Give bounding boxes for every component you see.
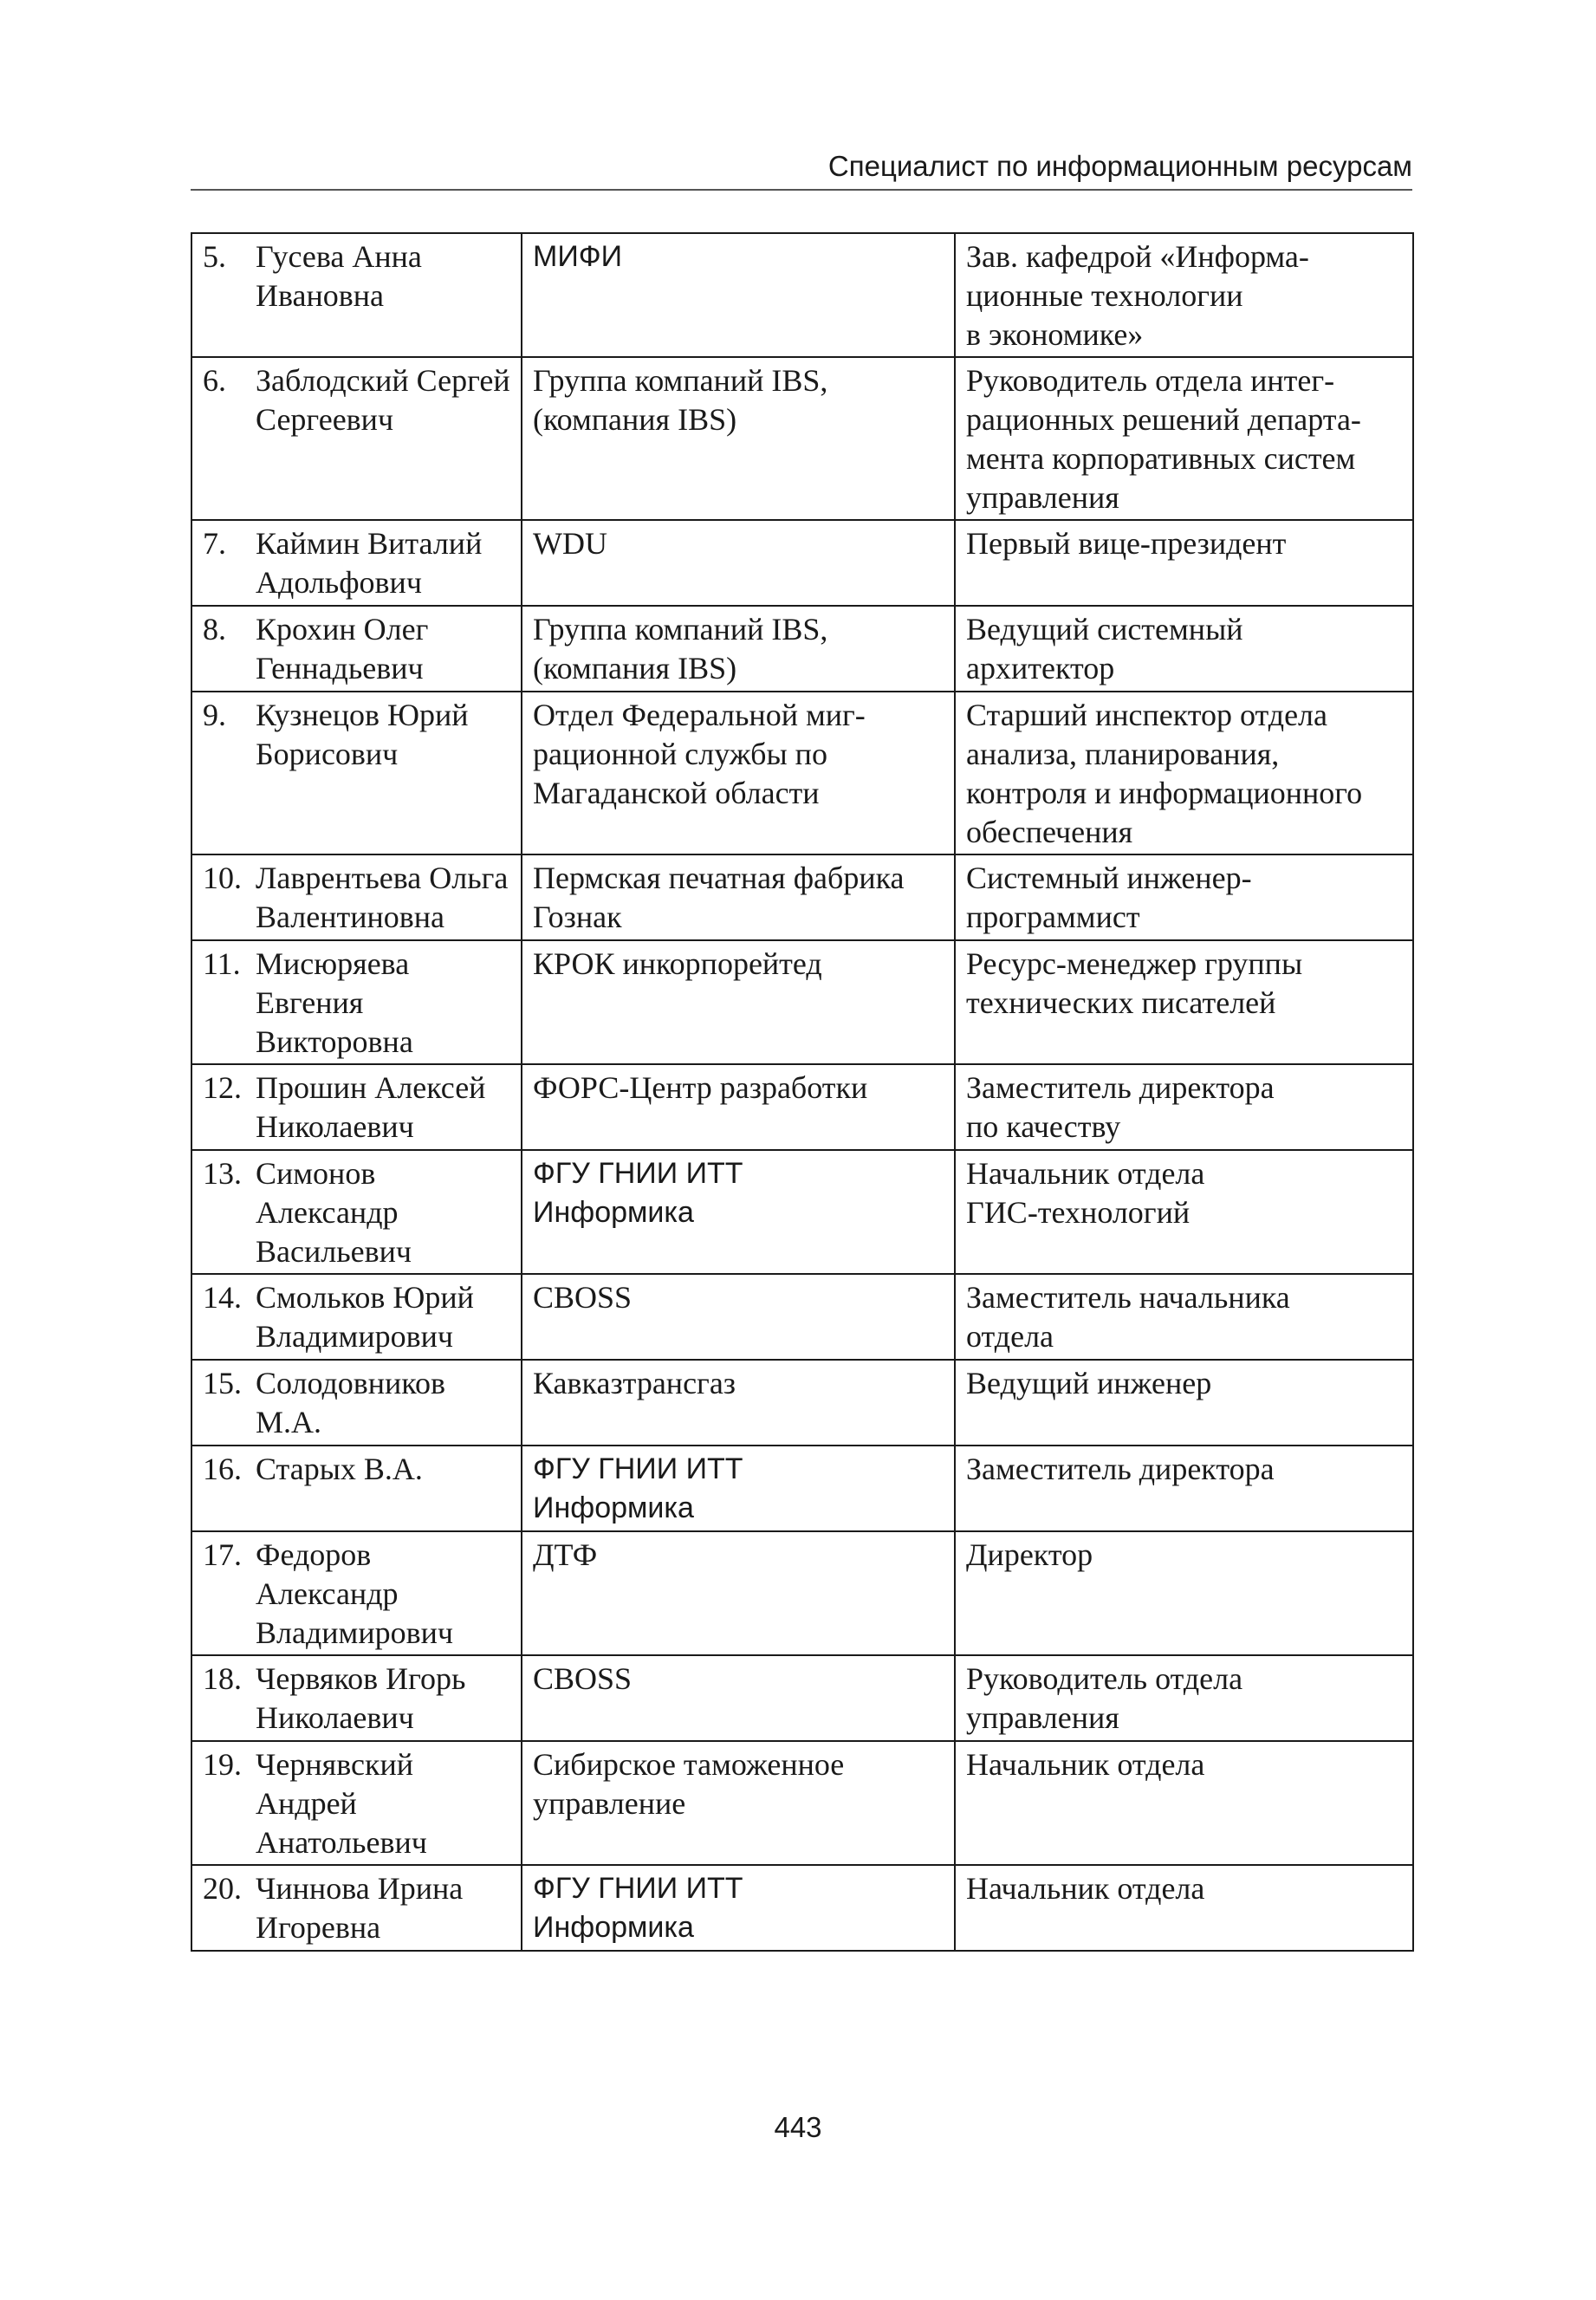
organization-cell: CBOSS [522, 1274, 955, 1360]
organization-text: Пермская печатная фабрика Гознак [533, 861, 905, 934]
position-text: Руководитель отдела интег- рационных решений департа- мента корпоративных систем управления [966, 363, 1361, 515]
row-number: 10. [203, 861, 242, 895]
running-header [191, 149, 1412, 191]
position-text: Заместитель начальника отдела [966, 1280, 1290, 1354]
position-cell [955, 1150, 1413, 1274]
organization-cell: ДТФ [522, 1531, 955, 1655]
position-cell: Директор [955, 1531, 1413, 1655]
position-cell: Заместитель директора [955, 1446, 1413, 1531]
table-row [191, 1655, 1413, 1741]
organization-cell [522, 1741, 955, 1865]
row-number: 9. [203, 698, 226, 732]
table-row [191, 692, 1413, 854]
position-cell [955, 233, 1413, 357]
table-row [191, 1741, 1413, 1865]
organization-cell [522, 606, 955, 692]
person-name: Старых В.А. [256, 1452, 423, 1486]
table-row [191, 854, 1413, 940]
person-name: Федоров Александр Владимирович [256, 1537, 453, 1650]
organization-cell [522, 357, 955, 520]
table-row [191, 1274, 1413, 1360]
organization-cell [522, 692, 955, 854]
name-cell [191, 1531, 522, 1655]
position-cell [955, 357, 1413, 520]
position-cell [955, 1064, 1413, 1150]
organization-cell: КРОК инкорпорейтед [522, 940, 955, 1064]
name-cell [191, 1274, 522, 1360]
name-cell [191, 357, 522, 520]
name-cell [191, 520, 522, 606]
position-text: Ресурс-менеджер группы технических писателей [966, 946, 1303, 1020]
person-name: Заблодский Сергей Сергеевич [256, 363, 510, 437]
row-number: 11. [203, 946, 241, 981]
organization-text: Группа компаний IBS, (компания IBS) [533, 363, 828, 437]
organization-cell [522, 1150, 955, 1274]
name-cell [191, 692, 522, 854]
person-name: Чернявский Андрей Анатольевич [256, 1747, 427, 1860]
position-cell: Первый вице-президент [955, 520, 1413, 606]
name-cell [191, 1865, 522, 1951]
name-cell [191, 1655, 522, 1741]
organization-cell [522, 1865, 955, 1951]
position-text: Зав. кафедрой «Информа- ционные технологии в экономике» [966, 239, 1309, 352]
organization-text: Группа компаний IBS, (компания IBS) [533, 612, 828, 685]
row-number: 8. [203, 612, 226, 646]
contacts-table [191, 232, 1414, 1952]
table-row [191, 606, 1413, 692]
person-name: Прошин Алексей Николаевич [256, 1070, 486, 1144]
organization-text: ФГУ ГНИИ ИТТ Информика [533, 1157, 743, 1229]
person-name: Крохин Олег Геннадьевич [256, 612, 429, 685]
person-name: Мисюряева Евгения Викторовна [256, 946, 413, 1059]
position-cell [955, 692, 1413, 854]
organization-text: Сибирское таможенное управление [533, 1747, 845, 1821]
position-cell [955, 606, 1413, 692]
name-cell [191, 1446, 522, 1531]
table-row [191, 1064, 1413, 1150]
name-cell [191, 1064, 522, 1150]
organization-cell: МИФИ [522, 233, 955, 357]
position-cell [955, 1655, 1413, 1741]
organization-text: Отдел Федеральной миг- рационной службы по Магаданской области [533, 698, 866, 810]
row-number: 15. [203, 1366, 242, 1400]
position-text: Начальник отдела ГИС-технологий [966, 1156, 1205, 1230]
row-number: 12. [203, 1070, 242, 1105]
organization-cell [522, 854, 955, 940]
contacts-table-body [191, 233, 1413, 1951]
table-row [191, 940, 1413, 1064]
organization-text: ФГУ ГНИИ ИТТ Информика [533, 1872, 743, 1944]
name-cell [191, 1360, 522, 1446]
name-cell [191, 940, 522, 1064]
table-row [191, 1865, 1413, 1951]
position-text: Руководитель отдела управления [966, 1661, 1243, 1735]
person-name: Солодовников М.А. [256, 1366, 445, 1439]
person-name: Гусева Анна Ивановна [256, 239, 422, 313]
position-cell [955, 854, 1413, 940]
organization-cell: Кавказтрансгаз [522, 1360, 955, 1446]
position-cell [955, 940, 1413, 1064]
position-cell: Начальник отдела [955, 1865, 1413, 1951]
row-number: 7. [203, 526, 226, 561]
position-cell [955, 1274, 1413, 1360]
row-number: 18. [203, 1661, 242, 1696]
person-name: Смольков Юрий Владимирович [256, 1280, 474, 1354]
organization-cell: CBOSS [522, 1655, 955, 1741]
row-number: 13. [203, 1156, 242, 1191]
position-text: Системный инженер- программист [966, 861, 1252, 934]
position-text: Заместитель директора по качеству [966, 1070, 1275, 1144]
position-cell: Начальник отдела [955, 1741, 1413, 1865]
person-name: Червяков Игорь Николаевич [256, 1661, 466, 1735]
person-name: Каймин Виталий Адольфович [256, 526, 483, 600]
position-text: Старший инспектор отдела анализа, планирования, контроля и информационного обеспечения [966, 698, 1363, 849]
name-cell [191, 854, 522, 940]
person-name: Симонов Александр Васильевич [256, 1156, 412, 1269]
row-number: 14. [203, 1280, 242, 1315]
table-row [191, 1531, 1413, 1655]
table-row [191, 1446, 1413, 1531]
row-number: 5. [203, 239, 226, 274]
name-cell [191, 606, 522, 692]
page-number: 443 [774, 2111, 822, 2143]
table-row [191, 520, 1413, 606]
row-number: 20. [203, 1871, 242, 1906]
name-cell [191, 1150, 522, 1274]
row-number: 17. [203, 1537, 242, 1572]
position-cell: Ведущий инженер [955, 1360, 1413, 1446]
running-header-title: Специалист по информационным ресурсам [827, 150, 1412, 182]
table-row [191, 1150, 1413, 1274]
row-number: 19. [203, 1747, 242, 1782]
position-text: Ведущий системный архитектор [966, 612, 1243, 685]
organization-cell: ФОРС-Центр разработки [522, 1064, 955, 1150]
name-cell [191, 233, 522, 357]
row-number: 6. [203, 363, 226, 398]
name-cell [191, 1741, 522, 1865]
person-name: Чиннова Ирина Игоревна [256, 1871, 464, 1945]
table-row [191, 357, 1413, 520]
table-row [191, 233, 1413, 357]
person-name: Лаврентьева Ольга Валентиновна [256, 861, 509, 934]
organization-cell: WDU [522, 520, 955, 606]
organization-cell [522, 1446, 955, 1531]
row-number: 16. [203, 1452, 242, 1486]
table-row [191, 1360, 1413, 1446]
organization-text: ФГУ ГНИИ ИТТ Информика [533, 1452, 743, 1524]
person-name: Кузнецов Юрий Борисович [256, 698, 469, 771]
